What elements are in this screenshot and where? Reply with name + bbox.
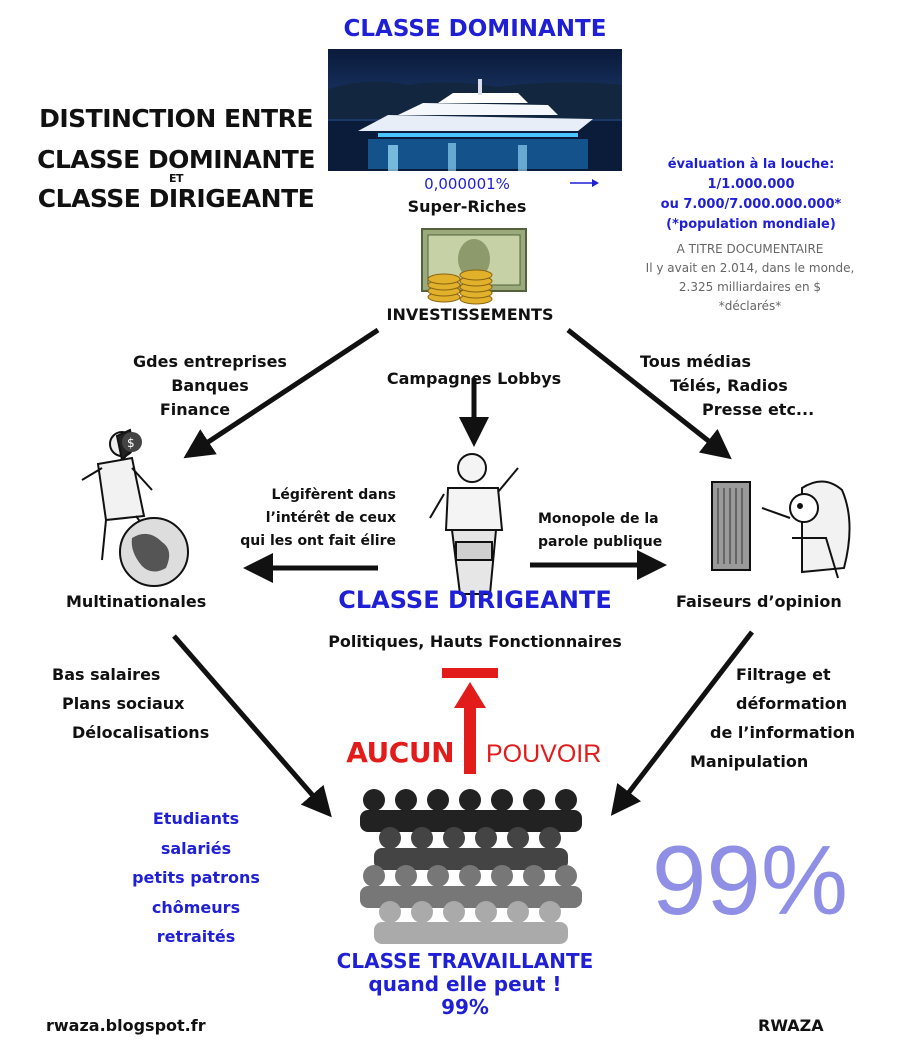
groups-list [96, 804, 296, 952]
title-line-4: CLASSE DIRIGEANTE [37, 184, 315, 213]
left-effect-2: Plans sociaux [62, 694, 185, 713]
right-effect-3: de l’information [710, 723, 856, 742]
legislate-line-2: l’intérêt de ceux [265, 510, 396, 526]
documentary-line-3: 2.325 milliardaires en $ [678, 280, 822, 294]
monopoly-text [538, 508, 678, 554]
group-1: Etudiants [152, 809, 240, 828]
estimate-line-1: évaluation à la louche: [667, 157, 835, 172]
estimate-line-4: (*population mondiale) [666, 217, 836, 232]
documentary-line-2: Il y avait en 2.014, dans le monde, [645, 261, 855, 275]
businessman-globe-illustration [62, 420, 202, 588]
investments-label: INVESTISSEMENTS [386, 305, 554, 324]
power-block-bar [442, 668, 498, 678]
group-2: salariés [160, 838, 232, 858]
ruling-class-heading: CLASSE DIRIGEANTE [338, 586, 612, 614]
right-effects [690, 660, 890, 776]
politician-illustration [426, 448, 526, 596]
footer-site: rwaza.blogspot.fr [46, 1016, 206, 1035]
left-branch-1: Gdes entreprises [133, 352, 287, 371]
dominant-class-heading: CLASSE DOMINANTE [343, 16, 607, 42]
big-percent: 99% [651, 825, 849, 935]
monopoly-line-2: parole publique [538, 534, 663, 550]
center-branch-label: Campagnes Lobbys [386, 369, 562, 388]
right-branch-1: Tous médias [640, 352, 752, 371]
dominant-subtitle: Super-Riches [407, 197, 527, 216]
left-effect-1: Bas salaires [52, 665, 161, 684]
monopoly-line-1: Monopole de la [538, 511, 659, 527]
legislate-text [236, 484, 396, 553]
right-branch-2: Télés, Radios [670, 376, 788, 395]
crowd-illustration [354, 786, 588, 946]
opinion-makers-label: Faiseurs d’opinion [676, 592, 842, 611]
no-power-right: POUVOIR [486, 740, 602, 768]
working-class-block [290, 950, 640, 1019]
dominant-percent: 0,000001% [424, 175, 510, 193]
tv-viewer-illustration [706, 468, 860, 586]
left-effects [52, 660, 252, 747]
footer-author: RWAZA [758, 1016, 824, 1035]
documentary-line-1: A TITRE DOCUMENTAIRE [676, 242, 824, 256]
working-line-2: quand elle peut ! [368, 972, 562, 996]
estimate-line-3: ou 7.000/7.000.000.000* [660, 197, 842, 212]
legislate-line-1: Légifèrent dans [271, 487, 396, 503]
working-line-1: CLASSE TRAVAILLANTE [336, 949, 594, 973]
group-5: retraités [156, 927, 236, 946]
estimate-line-2: 1/1.000.000 [707, 177, 795, 192]
group-3: petits patrons [132, 868, 260, 887]
red-up-arrow-icon [452, 682, 488, 774]
legislate-line-3: qui les ont fait élire [240, 533, 396, 549]
right-branch-labels [640, 350, 840, 422]
left-branch-3: Finance [159, 400, 231, 419]
left-effect-3: Délocalisations [72, 723, 210, 742]
multinationals-label: Multinationales [66, 592, 207, 611]
right-branch-3: Presse etc... [702, 400, 815, 419]
right-effect-2: déformation [736, 694, 848, 713]
svg-text:$: $ [127, 436, 135, 450]
right-effect-4: Manipulation [690, 752, 809, 771]
documentary-line-4: *déclarés* [718, 299, 782, 313]
title-line-2: CLASSE DOMINANTE [37, 145, 315, 174]
working-line-3: 99% [441, 995, 489, 1019]
ruling-class-subtitle: Politiques, Hauts Fonctionnaires [328, 632, 622, 651]
right-effect-1: Filtrage et [736, 665, 831, 684]
title-line-1: DISTINCTION ENTRE [39, 104, 313, 133]
no-power-left: AUCUN [346, 736, 454, 769]
group-4: chômeurs [151, 897, 241, 917]
title-line-3: ET [168, 172, 184, 185]
left-branch-labels [120, 350, 300, 422]
left-branch-2: Banques [171, 376, 249, 395]
